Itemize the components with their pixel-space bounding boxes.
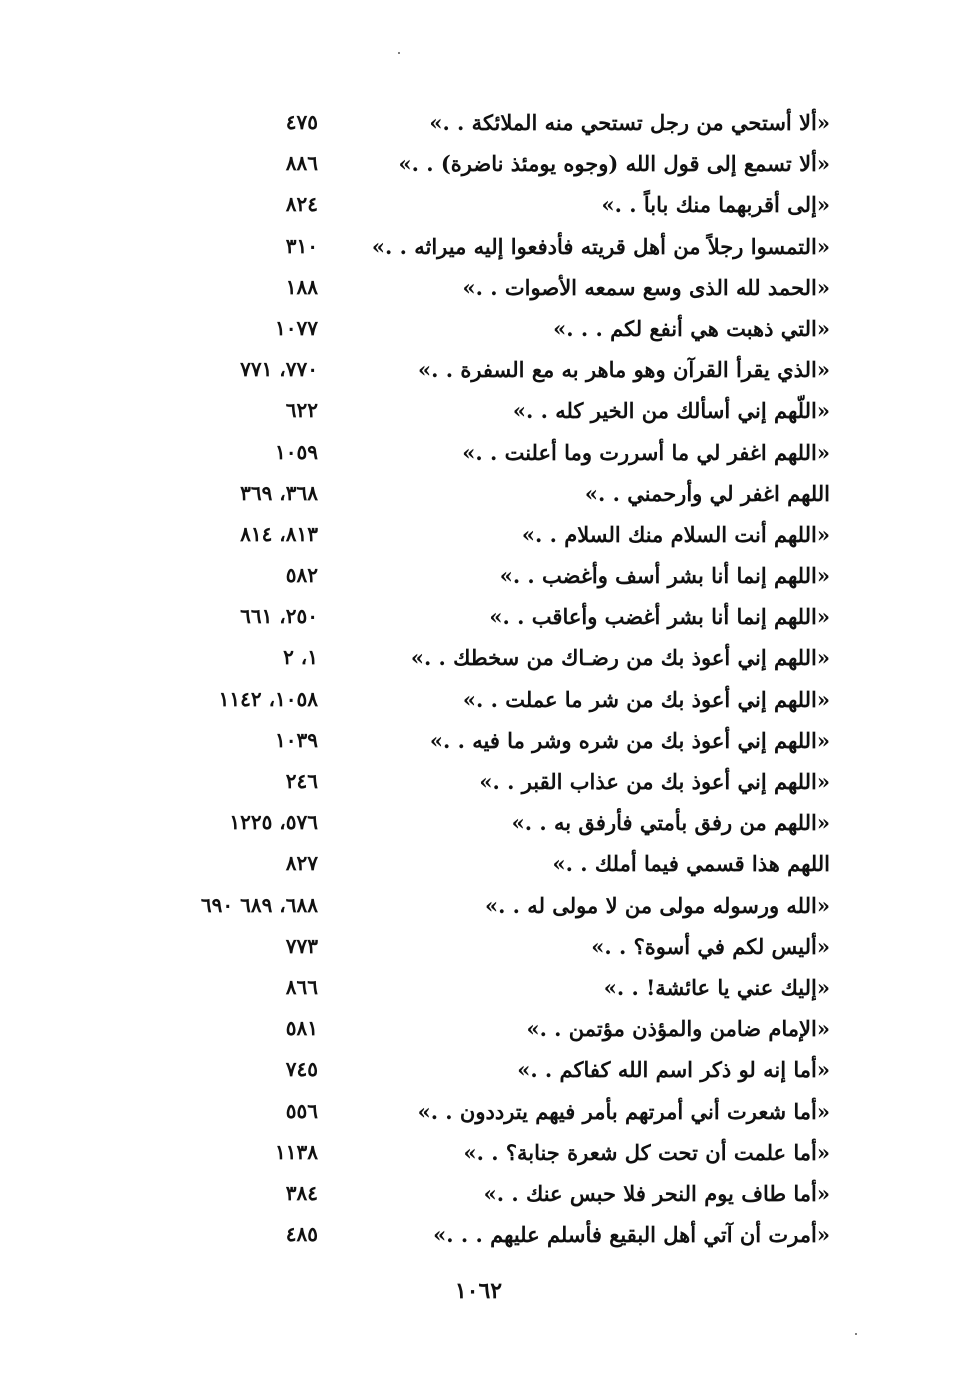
page-references: ٧٤٥ [285,1057,318,1082]
index-entry [140,804,830,845]
index-entry [140,598,830,639]
index-entry [140,392,830,433]
hadith-text: «اللهم إنما أنا بشر أسف وأغضب . .» [499,563,830,589]
page-references: ١٠٥٩ [275,439,318,464]
page-references: ٥٨١ [285,1016,318,1041]
index-entry [140,145,830,186]
page-references: ٣٨٤ [285,1180,318,1205]
page-references: ١، ٢ [283,645,318,670]
hadith-text: «ألا أستحي من رجل تستحي منه الملائكة . .» [429,110,830,135]
page-references: ٢٤٦ [285,769,318,793]
hadith-text: «التمسوا رجلاً من أهل قريته فأدفعوا إليه ميراثه . .» [371,233,830,259]
page-references: ٦٢٢ [285,398,318,423]
page-number: ١٠٦٢ [454,1278,503,1304]
index-entry [140,1134,830,1175]
hadith-text: «ألا تسمع إلى قول الله (وجوه يومئذ ناضرة) . .» [398,151,830,177]
hadith-text: «أما علمت أن تحت كل شعرة جنابة؟ . .» [463,1139,830,1165]
index-entry [140,763,830,804]
page-references: ٨٦٦ [285,974,318,999]
page-references: ٨٢٧ [285,851,318,876]
index-entry [140,1175,830,1216]
hadith-text: اللهم اغفر لي وأرحمني . .» [584,480,830,506]
index-entry [140,969,830,1010]
hadith-text: «إلى أقربهما منك باباً . .» [601,192,830,218]
page-references: ٥٥٦ [285,1098,318,1123]
page-references: ٨٨٦ [285,151,318,176]
hadith-text: «الحمد لله الذى وسع سمعه الأصوات . .» [462,274,830,300]
hadith-text: «التي ذهبت هي أنفع لكم . . .» [553,315,830,341]
ink-speck [398,52,400,54]
hadith-text: «اللهم إني أعوذ بك من عذاب القبر . .» [479,769,830,794]
page-references: ٢٥٠، ٦٦١ [240,604,318,629]
page-references: ٧٧٠، ٧٧١ [240,357,318,382]
page-references: ٨١٣، ٨١٤ [240,521,318,546]
page-references: ٥٨٢ [285,563,318,588]
index-entry [140,228,830,269]
page-references: ٤٧٥ [285,110,318,134]
index-entry [140,310,830,351]
hadith-text: «اللهم اغفر لي ما أسررت وما أعلنت . .» [462,439,830,465]
page-references: ٤٨٥ [285,1222,318,1247]
page-references: ٦٨٨، ٦٨٩ ٦٩٠ [200,892,318,917]
index-entry [140,928,830,969]
hadith-index-list [140,104,830,1257]
hadith-text: «اللهم أنت السلام منك السلام . .» [521,521,830,547]
index-entry [140,269,830,310]
page-references: ٣١٠ [285,233,318,258]
ink-speck [855,1333,857,1335]
index-entry [140,1051,830,1092]
page-references: ١٠٥٨، ١١٤٢ [218,686,318,711]
index-entry [140,845,830,886]
hadith-text: «أما طاف يوم النحر فلا حبس عنك . .» [483,1180,830,1206]
index-entry [140,639,830,680]
index-entry [140,681,830,722]
page-references: ١٨٨ [285,274,318,299]
index-entry [140,434,830,475]
page-references: ٧٧٣ [285,933,318,958]
hadith-text: «اللّهم إني أسألك من الخير كله . .» [512,398,830,424]
hadith-text: اللهم هذا قسمي فيما أملك . .» [552,851,830,877]
page-references: ٨٢٤ [285,192,318,217]
index-entry [140,557,830,598]
index-entry [140,722,830,763]
index-entry [140,1010,830,1051]
page-references: ١٠٣٩ [275,727,318,752]
index-entry [140,475,830,516]
index-entry [140,351,830,392]
index-entry [140,1093,830,1134]
hadith-text: «الإمام ضامن والمؤذن مؤتمن . .» [526,1016,830,1042]
page-references: ٥٧٦، ١٢٢٥ [229,810,318,835]
index-entry [140,516,830,557]
hadith-text: «أما إنه لو ذكر اسم الله كفاكم . .» [517,1057,830,1083]
page-references: ٣٦٨، ٣٦٩ [240,480,318,505]
page-references: ١٠٧٧ [275,315,318,340]
hadith-text: «أما شعرت أني أمرتهم بأمر فيهم يترددون . .» [417,1098,830,1124]
hadith-text: «أليس لكم في أسوة؟ . .» [591,933,830,959]
index-entry [140,1216,830,1257]
hadith-text: «اللهم إني أعوذ بك من شر ما عملت . .» [462,686,830,712]
hadith-text: «اللهم إني أعوذ بك من رضـاك من سخطك . .» [410,645,830,671]
hadith-text: «الله ورسوله مولى من لا مولى له . .» [484,892,830,918]
index-entry [140,186,830,227]
hadith-text: «أمرت أن آتي أهل البقيع فأسلم عليهم . . .» [433,1222,830,1248]
hadith-text: «اللهم إنما أنا بشر أغضب وأعاقب . .» [489,604,830,630]
index-entry [140,887,830,928]
hadith-text: «اللهم من رفق بأمتي فأرفق به . .» [511,810,830,836]
index-entry [140,104,830,145]
page-references: ١١٣٨ [275,1139,318,1164]
hadith-text: «إليك عني يا عائشة! . .» [603,974,830,1000]
hadith-text: «الذي يقرأ القرآن وهو ماهر به مع السفرة . .» [417,357,830,383]
hadith-text: «اللهم إني أعوذ بك من شره وشر ما فيه . .» [429,727,830,753]
